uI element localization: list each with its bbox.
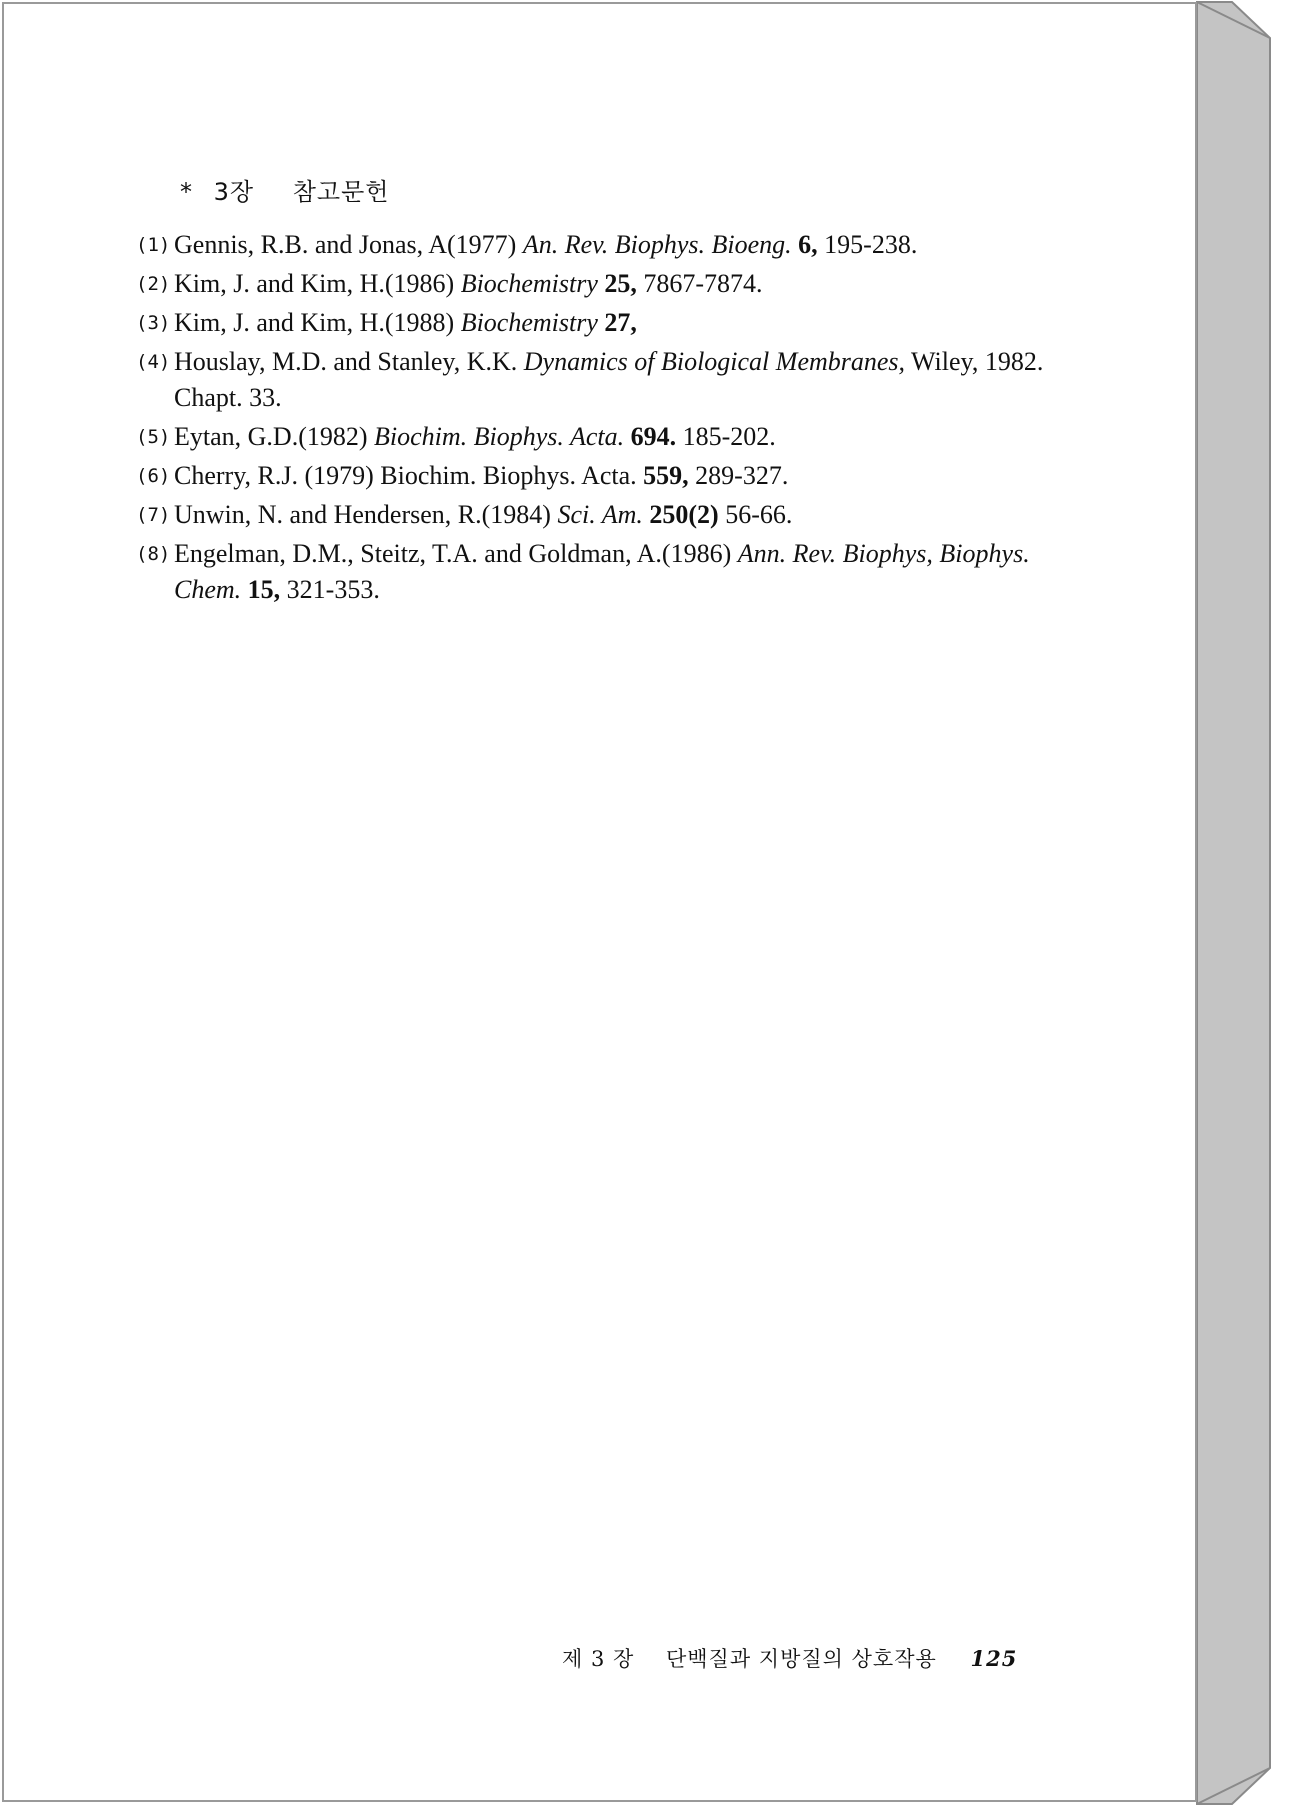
reference-text: Kim, J. and Kim, H.(1986) [174, 269, 461, 298]
reference-text: Gennis, R.B. and Jonas, A(1977) [174, 230, 523, 259]
reference-item [136, 344, 1076, 416]
reference-journal: Biochemistry [460, 269, 598, 298]
reference-volume: 25, [604, 269, 637, 298]
reference-text: 7867-7874. [636, 269, 763, 298]
reference-volume: 250(2) [649, 500, 719, 529]
reference-number: (6) [136, 465, 171, 487]
reference-text: 56-66. [718, 500, 793, 529]
heading-chapter: 3장 [213, 178, 255, 206]
footer-chapter: 제 3 장 [562, 1647, 635, 1671]
heading-title: 참고문헌 [292, 178, 390, 206]
reference-text: 321-353. [280, 575, 380, 604]
reference-text: Unwin, N. and Hendersen, R.(1984) [174, 500, 558, 529]
reference-item [136, 536, 1076, 608]
page-number: 125 [970, 1646, 1018, 1671]
reference-volume: 27, [604, 308, 637, 337]
reference-text: Kim, J. and Kim, H.(1988) [174, 308, 461, 337]
reference-volume: 6, [798, 230, 818, 259]
reference-number: (5) [136, 426, 171, 448]
reference-journal: Sci. Am. [557, 500, 643, 529]
page-footer [562, 1643, 1017, 1673]
reference-journal: Dynamics of Biological Membranes, [523, 347, 906, 376]
reference-item [136, 227, 1076, 263]
reference-number: (8) [136, 543, 171, 565]
reference-text: 195-238. [817, 230, 918, 259]
reference-text: 185-202. [676, 422, 776, 451]
reference-volume: 15, [247, 575, 281, 604]
section-heading [180, 172, 1076, 207]
reference-number: (1) [136, 234, 171, 256]
reference-text: Eytan, G.D.(1982) [174, 422, 375, 451]
reference-journal: An. Rev. Biophys. Bioeng. [522, 230, 792, 259]
reference-item [136, 419, 1076, 455]
reference-item [136, 305, 1076, 341]
reference-number: (3) [136, 312, 171, 334]
reference-journal: Biochemistry [460, 308, 598, 337]
reference-list [136, 227, 1076, 608]
reference-volume: 694. [630, 422, 677, 451]
reference-text: Cherry, R.J. (1979) Biochim. Biophys. Acta. [174, 461, 644, 490]
reference-text: Engelman, D.M., Steitz, T.A. and Goldman, A.(1986) [174, 539, 738, 568]
reference-section [136, 172, 1076, 611]
reference-volume: 559, [643, 461, 689, 490]
reference-number: (4) [136, 351, 171, 373]
reference-journal: Biochim. Biophys. Acta. [374, 422, 625, 451]
reference-text: Houslay, M.D. and Stanley, K.K. [174, 347, 524, 376]
reference-number: (2) [136, 273, 171, 295]
asterisk-icon: * [180, 178, 193, 206]
reference-text: 289-327. [688, 461, 789, 490]
reference-item [136, 497, 1076, 533]
reference-text: Wiley, 1982. Chapt. 33. [174, 347, 1044, 412]
footer-title: 단백질과 지방질의 상호작용 [665, 1647, 937, 1671]
reference-number: (7) [136, 504, 171, 526]
reference-item [136, 266, 1076, 302]
reference-journal: Ann. Rev. Biophys, Biophys. Chem. [174, 539, 1030, 604]
reference-item [136, 458, 1076, 494]
